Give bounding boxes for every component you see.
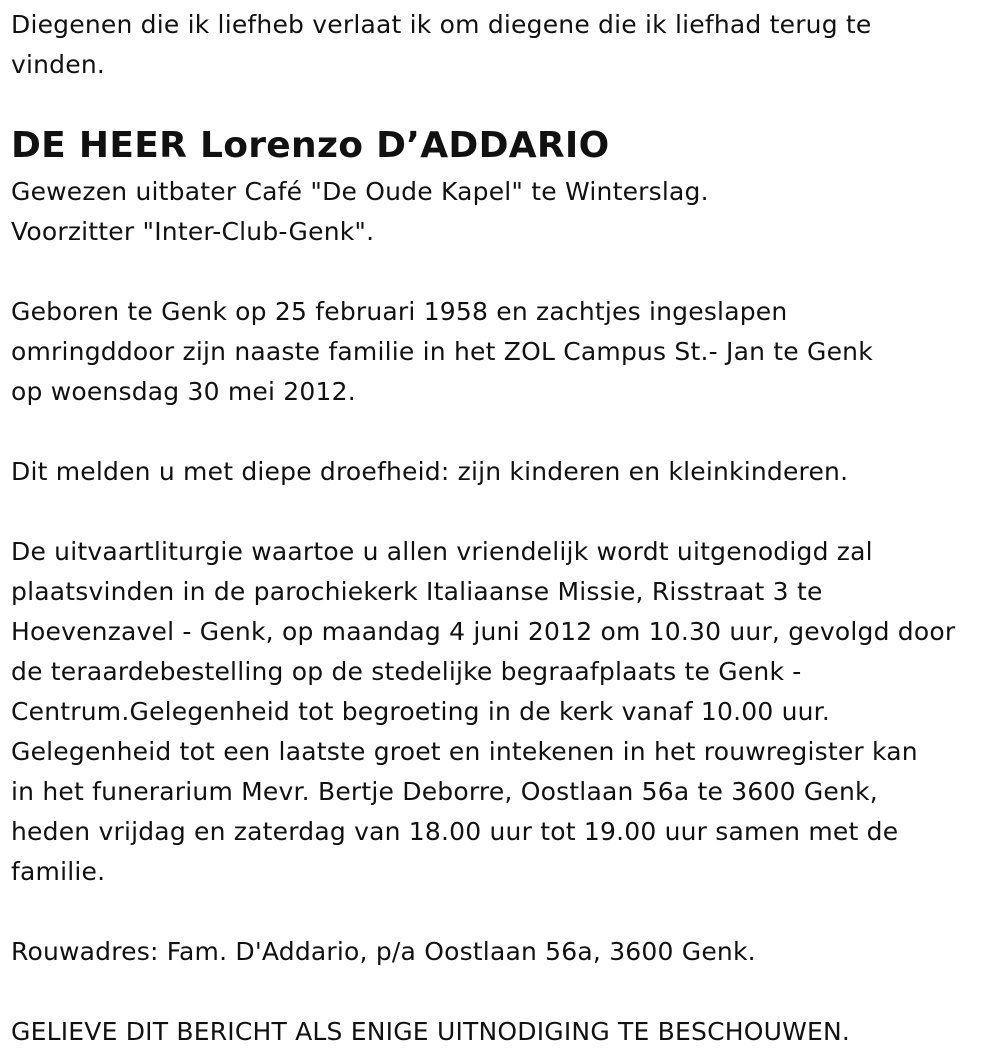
- quote-line: Diegenen die ik liefheb verlaat ik om diegene die ik liefhad terug te: [11, 10, 872, 39]
- funeral-line: De uitvaartliturgie waartoe u allen vriendelijk wordt uitgenodigd zal: [11, 537, 873, 566]
- closing-line: GELIEVE DIT BERICHT ALS ENIGE UITNODIGING TE BESCHOUWEN.: [11, 1017, 851, 1046]
- birth-death-block: [11, 292, 873, 412]
- mourning-address-line: Rouwadres: Fam. D'Addario, p/a Oostlaan 56a, 3600 Genk.: [11, 937, 756, 966]
- birth-death-line: omringddoor zijn naaste familie in het ZOL Campus St.- Jan te Genk: [11, 337, 873, 366]
- closing-block: [11, 1012, 850, 1052]
- funeral-line: familie.: [11, 857, 106, 886]
- memorial-quote: [11, 5, 872, 85]
- birth-death-line: op woensdag 30 mei 2012.: [11, 377, 356, 406]
- quote-line: vinden.: [11, 50, 106, 79]
- role-line: Gewezen uitbater Café "De Oude Kapel" te Winterslag.: [11, 177, 709, 206]
- funeral-line: plaatsvinden in de parochiekerk Italiaanse Missie, Risstraat 3 te: [11, 577, 823, 606]
- announcement-block: [11, 452, 848, 492]
- announcement-line: Dit melden u met diepe droefheid: zijn kinderen en kleinkinderen.: [11, 457, 849, 486]
- deceased-name: DE HEER Lorenzo D’ADDARIO: [11, 125, 610, 166]
- mourning-address-block: [11, 932, 756, 972]
- funeral-line: Gelegenheid tot een laatste groet en intekenen in het rouwregister kan: [11, 737, 918, 766]
- funeral-line: heden vrijdag en zaterdag van 18.00 uur tot 19.00 uur samen met de: [11, 817, 899, 846]
- funeral-line: Hoevenzavel - Genk, op maandag 4 juni 2012 om 10.30 uur, gevolgd door: [11, 617, 956, 646]
- funeral-details-block: [11, 532, 955, 892]
- role-line: Voorzitter "Inter-Club-Genk".: [11, 217, 375, 246]
- roles-block: [11, 172, 709, 252]
- funeral-line: in het funerarium Mevr. Bertje Deborre, Oostlaan 56a te 3600 Genk,: [11, 777, 878, 806]
- birth-death-line: Geboren te Genk op 25 februari 1958 en zachtjes ingeslapen: [11, 297, 788, 326]
- funeral-line: de teraardebestelling op de stedelijke begraafplaats te Genk -: [11, 657, 802, 686]
- funeral-line: Centrum.Gelegenheid tot begroeting in de kerk vanaf 10.00 uur.: [11, 697, 831, 726]
